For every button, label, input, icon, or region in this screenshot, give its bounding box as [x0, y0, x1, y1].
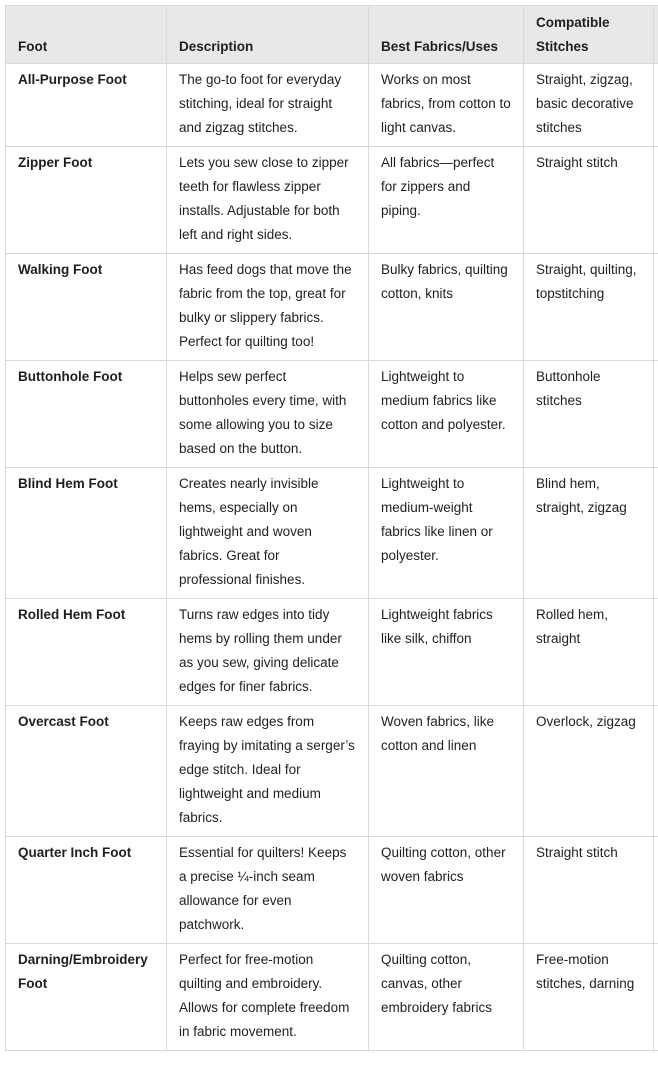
best-fabrics-cell: All fabrics—perfect for zippers and piping.	[369, 147, 524, 254]
header-row	[6, 6, 658, 64]
overflow-column-cell	[654, 468, 658, 599]
overflow-column-cell	[654, 147, 658, 254]
description-cell: Perfect for free-motion quilting and embroidery. Allows for complete freedom in fabric movement.	[167, 944, 369, 1051]
compatible-stitches-cell: Blind hem, straight, zigzag	[524, 468, 654, 599]
best-fabrics-cell: Lightweight to medium-weight fabrics like linen or polyester.	[369, 468, 524, 599]
overflow-column-cell	[654, 64, 658, 147]
description-cell: The go-to foot for everyday stitching, ideal for straight and zigzag stitches.	[167, 64, 369, 147]
description-cell: Helps sew perfect buttonholes every time, with some allowing you to size based on the button.	[167, 361, 369, 468]
header-foot: Foot	[6, 6, 167, 64]
table-header	[6, 6, 658, 64]
sewing-feet-table	[5, 5, 658, 1051]
best-fabrics-cell: Quilting cotton, other woven fabrics	[369, 837, 524, 944]
best-fabrics-cell: Quilting cotton, canvas, other embroidery fabrics	[369, 944, 524, 1051]
compatible-stitches-cell: Free-motion stitches, darning	[524, 944, 654, 1051]
description-cell: Keeps raw edges from fraying by imitating a serger’s edge stitch. Ideal for lightweight and medium fabrics.	[167, 706, 369, 837]
compatible-stitches-cell: Overlock, zigzag	[524, 706, 654, 837]
foot-name-cell: Overcast Foot	[6, 706, 167, 837]
foot-name-cell: Walking Foot	[6, 254, 167, 361]
compatible-stitches-cell: Buttonhole stitches	[524, 361, 654, 468]
foot-name-cell: Darning/Embroidery Foot	[6, 944, 167, 1051]
header-compatible-stitches: Compatible Stitches	[524, 6, 654, 64]
compatible-stitches-cell: Straight, quilting, topstitching	[524, 254, 654, 361]
table-row	[6, 361, 658, 468]
table-row	[6, 64, 658, 147]
description-cell: Essential for quilters! Keeps a precise ¼-inch seam allowance for even patchwork.	[167, 837, 369, 944]
header-overflow-column	[654, 6, 658, 64]
compatible-stitches-cell: Straight, zigzag, basic decorative stitches	[524, 64, 654, 147]
header-best-fabrics: Best Fabrics/Uses	[369, 6, 524, 64]
foot-name-cell: Blind Hem Foot	[6, 468, 167, 599]
foot-name-cell: Buttonhole Foot	[6, 361, 167, 468]
best-fabrics-cell: Lightweight fabrics like silk, chiffon	[369, 599, 524, 706]
table-row	[6, 147, 658, 254]
table-row	[6, 599, 658, 706]
table-row	[6, 468, 658, 599]
best-fabrics-cell: Works on most fabrics, from cotton to light canvas.	[369, 64, 524, 147]
overflow-column-cell	[654, 254, 658, 361]
overflow-column-cell	[654, 706, 658, 837]
foot-name-cell: Quarter Inch Foot	[6, 837, 167, 944]
table-body	[6, 64, 658, 1051]
foot-name-cell: Rolled Hem Foot	[6, 599, 167, 706]
best-fabrics-cell: Woven fabrics, like cotton and linen	[369, 706, 524, 837]
overflow-column-cell	[654, 599, 658, 706]
overflow-column-cell	[654, 361, 658, 468]
description-cell: Turns raw edges into tidy hems by rolling them under as you sew, giving delicate edges for finer fabrics.	[167, 599, 369, 706]
foot-name-cell: All-Purpose Foot	[6, 64, 167, 147]
best-fabrics-cell: Lightweight to medium fabrics like cotton and polyester.	[369, 361, 524, 468]
overflow-column-cell	[654, 837, 658, 944]
compatible-stitches-cell: Rolled hem, straight	[524, 599, 654, 706]
table-row	[6, 254, 658, 361]
description-cell: Has feed dogs that move the fabric from the top, great for bulky or slippery fabrics. Perfect for quilting too!	[167, 254, 369, 361]
description-cell: Lets you sew close to zipper teeth for flawless zipper installs. Adjustable for both left and right sides.	[167, 147, 369, 254]
description-cell: Creates nearly invisible hems, especially on lightweight and woven fabrics. Great for professional finishes.	[167, 468, 369, 599]
foot-name-cell: Zipper Foot	[6, 147, 167, 254]
compatible-stitches-cell: Straight stitch	[524, 147, 654, 254]
table-row	[6, 706, 658, 837]
overflow-column-cell	[654, 944, 658, 1051]
best-fabrics-cell: Bulky fabrics, quilting cotton, knits	[369, 254, 524, 361]
table-row	[6, 837, 658, 944]
table-container	[5, 5, 658, 1051]
table-row	[6, 944, 658, 1051]
compatible-stitches-cell: Straight stitch	[524, 837, 654, 944]
header-description: Description	[167, 6, 369, 64]
